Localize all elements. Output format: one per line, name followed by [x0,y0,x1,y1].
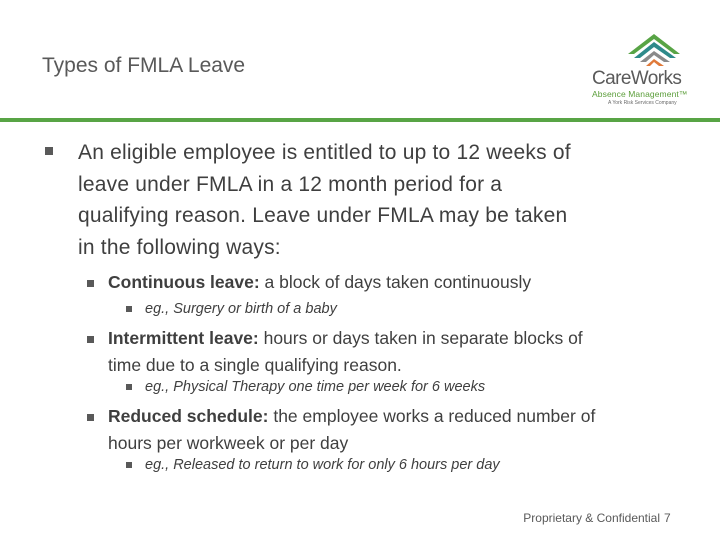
leave-type-intermittent [108,325,583,379]
leave-example: eg., Physical Therapy one time per week for 6 weeks [145,379,486,395]
intro-paragraph [78,137,571,263]
intro-line: in the following ways: [78,235,281,259]
leave-type-term: Reduced schedule: [108,406,269,426]
bullet-marker [87,280,94,287]
bullet-marker [126,462,132,468]
leave-type-description: time due to a single qualifying reason. [108,355,402,375]
logo-subtitle: Absence Management™ [592,89,688,99]
intro-line: An eligible employee is entitled to up to 12 weeks of [78,141,571,164]
slide-title: Types of FMLA Leave [42,54,246,77]
leave-example: eg., Surgery or birth of a baby [145,301,337,317]
bullet-marker [87,414,94,421]
leave-example: eg., Released to return to work for only 6 hours per day [145,457,500,473]
leave-type-reduced-schedule [108,403,595,457]
leave-type-term: Continuous leave: [108,272,260,292]
leave-type-description: hours per workweek or per day [108,433,349,453]
leave-type-continuous [108,269,531,296]
logo-tagline: A York Risk Services Company [608,100,677,106]
page-number: 7 [664,511,671,525]
leave-type-description: the employee works a reduced number of [268,406,596,426]
intro-line: qualifying reason. Leave under FMLA may be taken [78,204,568,227]
company-logo [588,30,702,106]
intro-line: leave under FMLA in a 12 month period for a [78,172,503,196]
leave-type-description: a block of days taken continuously [259,272,532,292]
roof-stripes-logo-icon [624,30,684,68]
bullet-marker [126,384,132,390]
logo-name: CareWorks [592,68,682,89]
bullet-marker [87,336,94,343]
leave-type-description: hours or days taken in separate blocks of [258,328,583,348]
bullet-marker [126,306,132,312]
leave-type-term: Intermittent leave: [108,328,259,348]
bullet-marker [45,147,53,155]
footer-confidential: Proprietary & Confidential [523,511,660,525]
header-divider [0,118,720,122]
